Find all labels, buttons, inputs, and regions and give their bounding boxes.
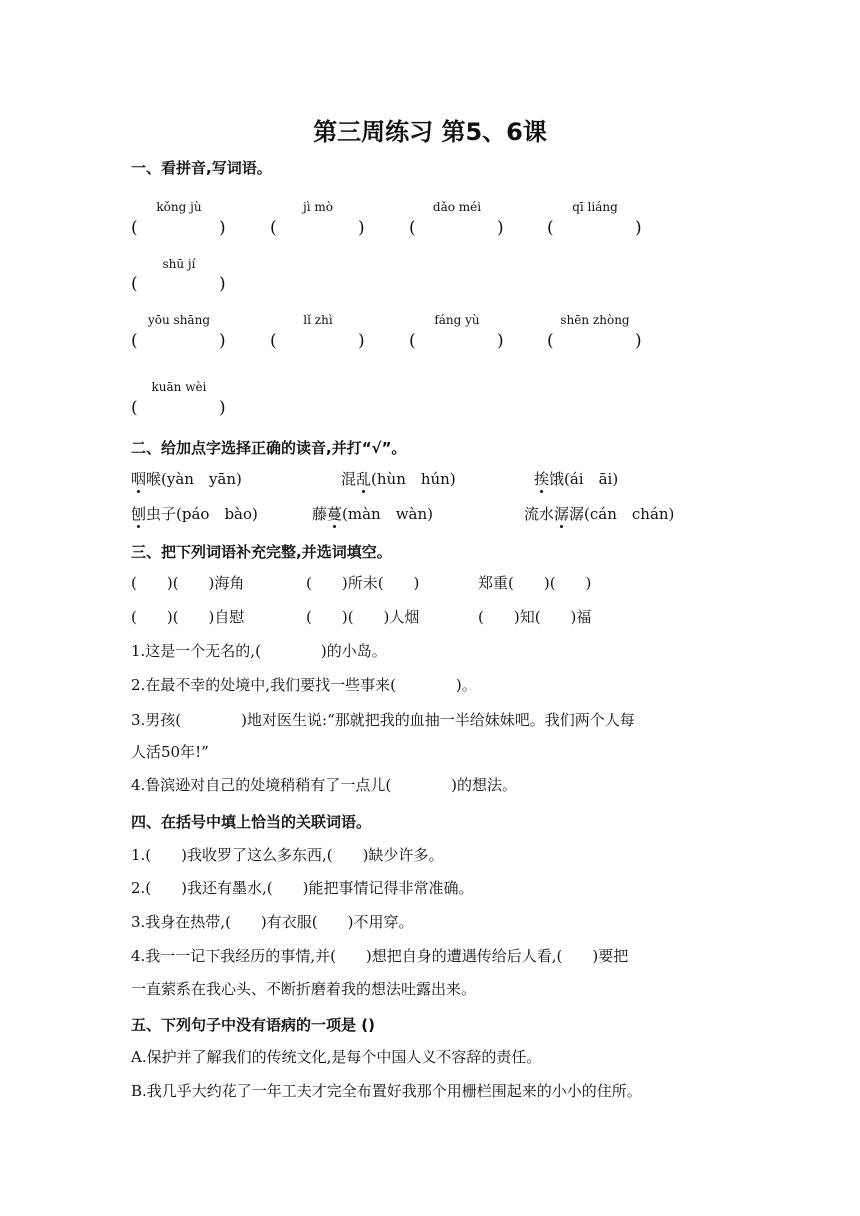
conjunction-sentence: 3.我身在热带,( )有衣服( )不用穿。 — [131, 913, 414, 931]
answer-option-a: A.保护并了解我们的传统文化,是每个中国人义不容辞的责任。 — [131, 1048, 542, 1066]
answer-paren-left: ( — [409, 218, 416, 238]
idiom-fill: ( )( )人烟 — [306, 608, 420, 626]
dotted-character: 蔓 — [327, 505, 343, 523]
answer-paren-right: ) — [358, 331, 365, 351]
pinyin-label: shū jí — [162, 257, 196, 271]
idiom-fill: ( )( )自慰 — [131, 608, 245, 626]
conjunction-sentence: 4.我一一记下我经历的事情,并( )想把自身的遭遇传给后人看,( )要把 — [131, 947, 629, 965]
fill-sentence: 4.鲁滨逊对自己的处境稍稍有了一点儿( )的想法。 — [131, 776, 518, 794]
answer-paren-left: ( — [270, 331, 277, 351]
pronunciation-item — [312, 503, 433, 524]
dotted-character: 咽 — [131, 470, 147, 488]
word-prefix: 流水 — [524, 505, 555, 523]
dotted-character: 刨 — [131, 505, 147, 523]
answer-paren-right: ) — [497, 331, 504, 351]
reading-options: 潺(cán chán) — [569, 505, 675, 523]
pinyin-label: qī liáng — [572, 200, 618, 214]
dotted-character: 乱 — [356, 470, 372, 488]
conjunction-sentence: 一直萦系在我心头、不断折磨着我的想法吐露出来。 — [131, 980, 477, 998]
reading-options: 虫子(páo bào) — [146, 505, 258, 523]
fill-sentence: 2.在最不幸的处境中,我们要找一些事来( )。 — [131, 676, 477, 694]
dotted-character: 挨 — [534, 470, 550, 488]
pinyin-label: fáng yù — [434, 313, 480, 327]
answer-paren-left: ( — [270, 218, 277, 238]
pinyin-label: shēn zhòng — [560, 313, 630, 327]
answer-paren-right: ) — [635, 331, 642, 351]
page-title: 第三周练习 第5、6课 — [313, 118, 547, 146]
pinyin-label: lǐ zhì — [303, 313, 333, 327]
section-1-heading: 一、看拼音,写词语。 — [131, 159, 272, 177]
dotted-character: 潺 — [554, 505, 570, 523]
section-3-heading: 三、把下列词语补充完整,并选词填空。 — [131, 543, 392, 561]
answer-paren-left: ( — [131, 218, 138, 238]
answer-paren-left: ( — [409, 331, 416, 351]
word-prefix: 藤 — [312, 505, 328, 523]
pronunciation-item — [341, 468, 456, 489]
answer-paren-right: ) — [219, 274, 226, 294]
pronunciation-item — [534, 468, 618, 489]
answer-paren-left: ( — [547, 331, 554, 351]
reading-options: 饿(ái āi) — [549, 470, 619, 488]
conjunction-sentence: 2.( )我还有墨水,( )能把事情记得非常准确。 — [131, 879, 474, 897]
section-5-heading: 五、下列句子中没有语病的一项是 () — [131, 1016, 375, 1034]
answer-paren-right: ) — [219, 398, 226, 418]
answer-paren-right: ) — [219, 218, 226, 238]
idiom-fill: ( )所未( ) — [306, 574, 420, 592]
answer-paren-right: ) — [358, 218, 365, 238]
reading-options: (hùn hún) — [371, 470, 456, 488]
answer-paren-left: ( — [131, 398, 138, 418]
answer-paren-right: ) — [497, 218, 504, 238]
fill-sentence: 3.男孩( )地对医生说:“那就把我的血抽一半给妹妹吧。我们两个人每 — [131, 711, 635, 729]
fill-sentence: 人活50年!” — [131, 743, 209, 761]
idiom-fill: ( )知( )福 — [478, 608, 592, 626]
answer-paren-left: ( — [131, 331, 138, 351]
answer-paren-left: ( — [131, 274, 138, 294]
pronunciation-item — [131, 468, 242, 489]
section-4-heading: 四、在括号中填上恰当的关联词语。 — [131, 813, 372, 831]
reading-options: 喉(yàn yān) — [146, 470, 242, 488]
answer-paren-right: ) — [219, 331, 226, 351]
pinyin-label: dǎo méi — [432, 200, 482, 214]
reading-options: (màn wàn) — [342, 505, 434, 523]
fill-sentence: 1.这是一个无名的,( )的小岛。 — [131, 642, 387, 660]
pronunciation-item — [131, 503, 258, 524]
idiom-fill: 郑重( )( ) — [478, 574, 592, 592]
pinyin-label: jì mò — [303, 200, 333, 214]
section-2-heading: 二、给加点字选择正确的读音,并打“√”。 — [131, 439, 407, 457]
pinyin-label: kǒng jù — [156, 200, 202, 214]
pinyin-label: yōu shāng — [148, 313, 210, 327]
answer-option-b: B.我几乎大约花了一年工夫才完全布置好我那个用栅栏围起来的小小的住所。 — [131, 1082, 642, 1100]
conjunction-sentence: 1.( )我收罗了这么多东西,( )缺少许多。 — [131, 846, 444, 864]
idiom-fill: ( )( )海角 — [131, 574, 245, 592]
answer-paren-right: ) — [635, 218, 642, 238]
word-prefix: 混 — [341, 470, 357, 488]
answer-paren-left: ( — [547, 218, 554, 238]
pronunciation-item — [524, 503, 674, 524]
pinyin-label: kuān wèi — [151, 380, 207, 394]
